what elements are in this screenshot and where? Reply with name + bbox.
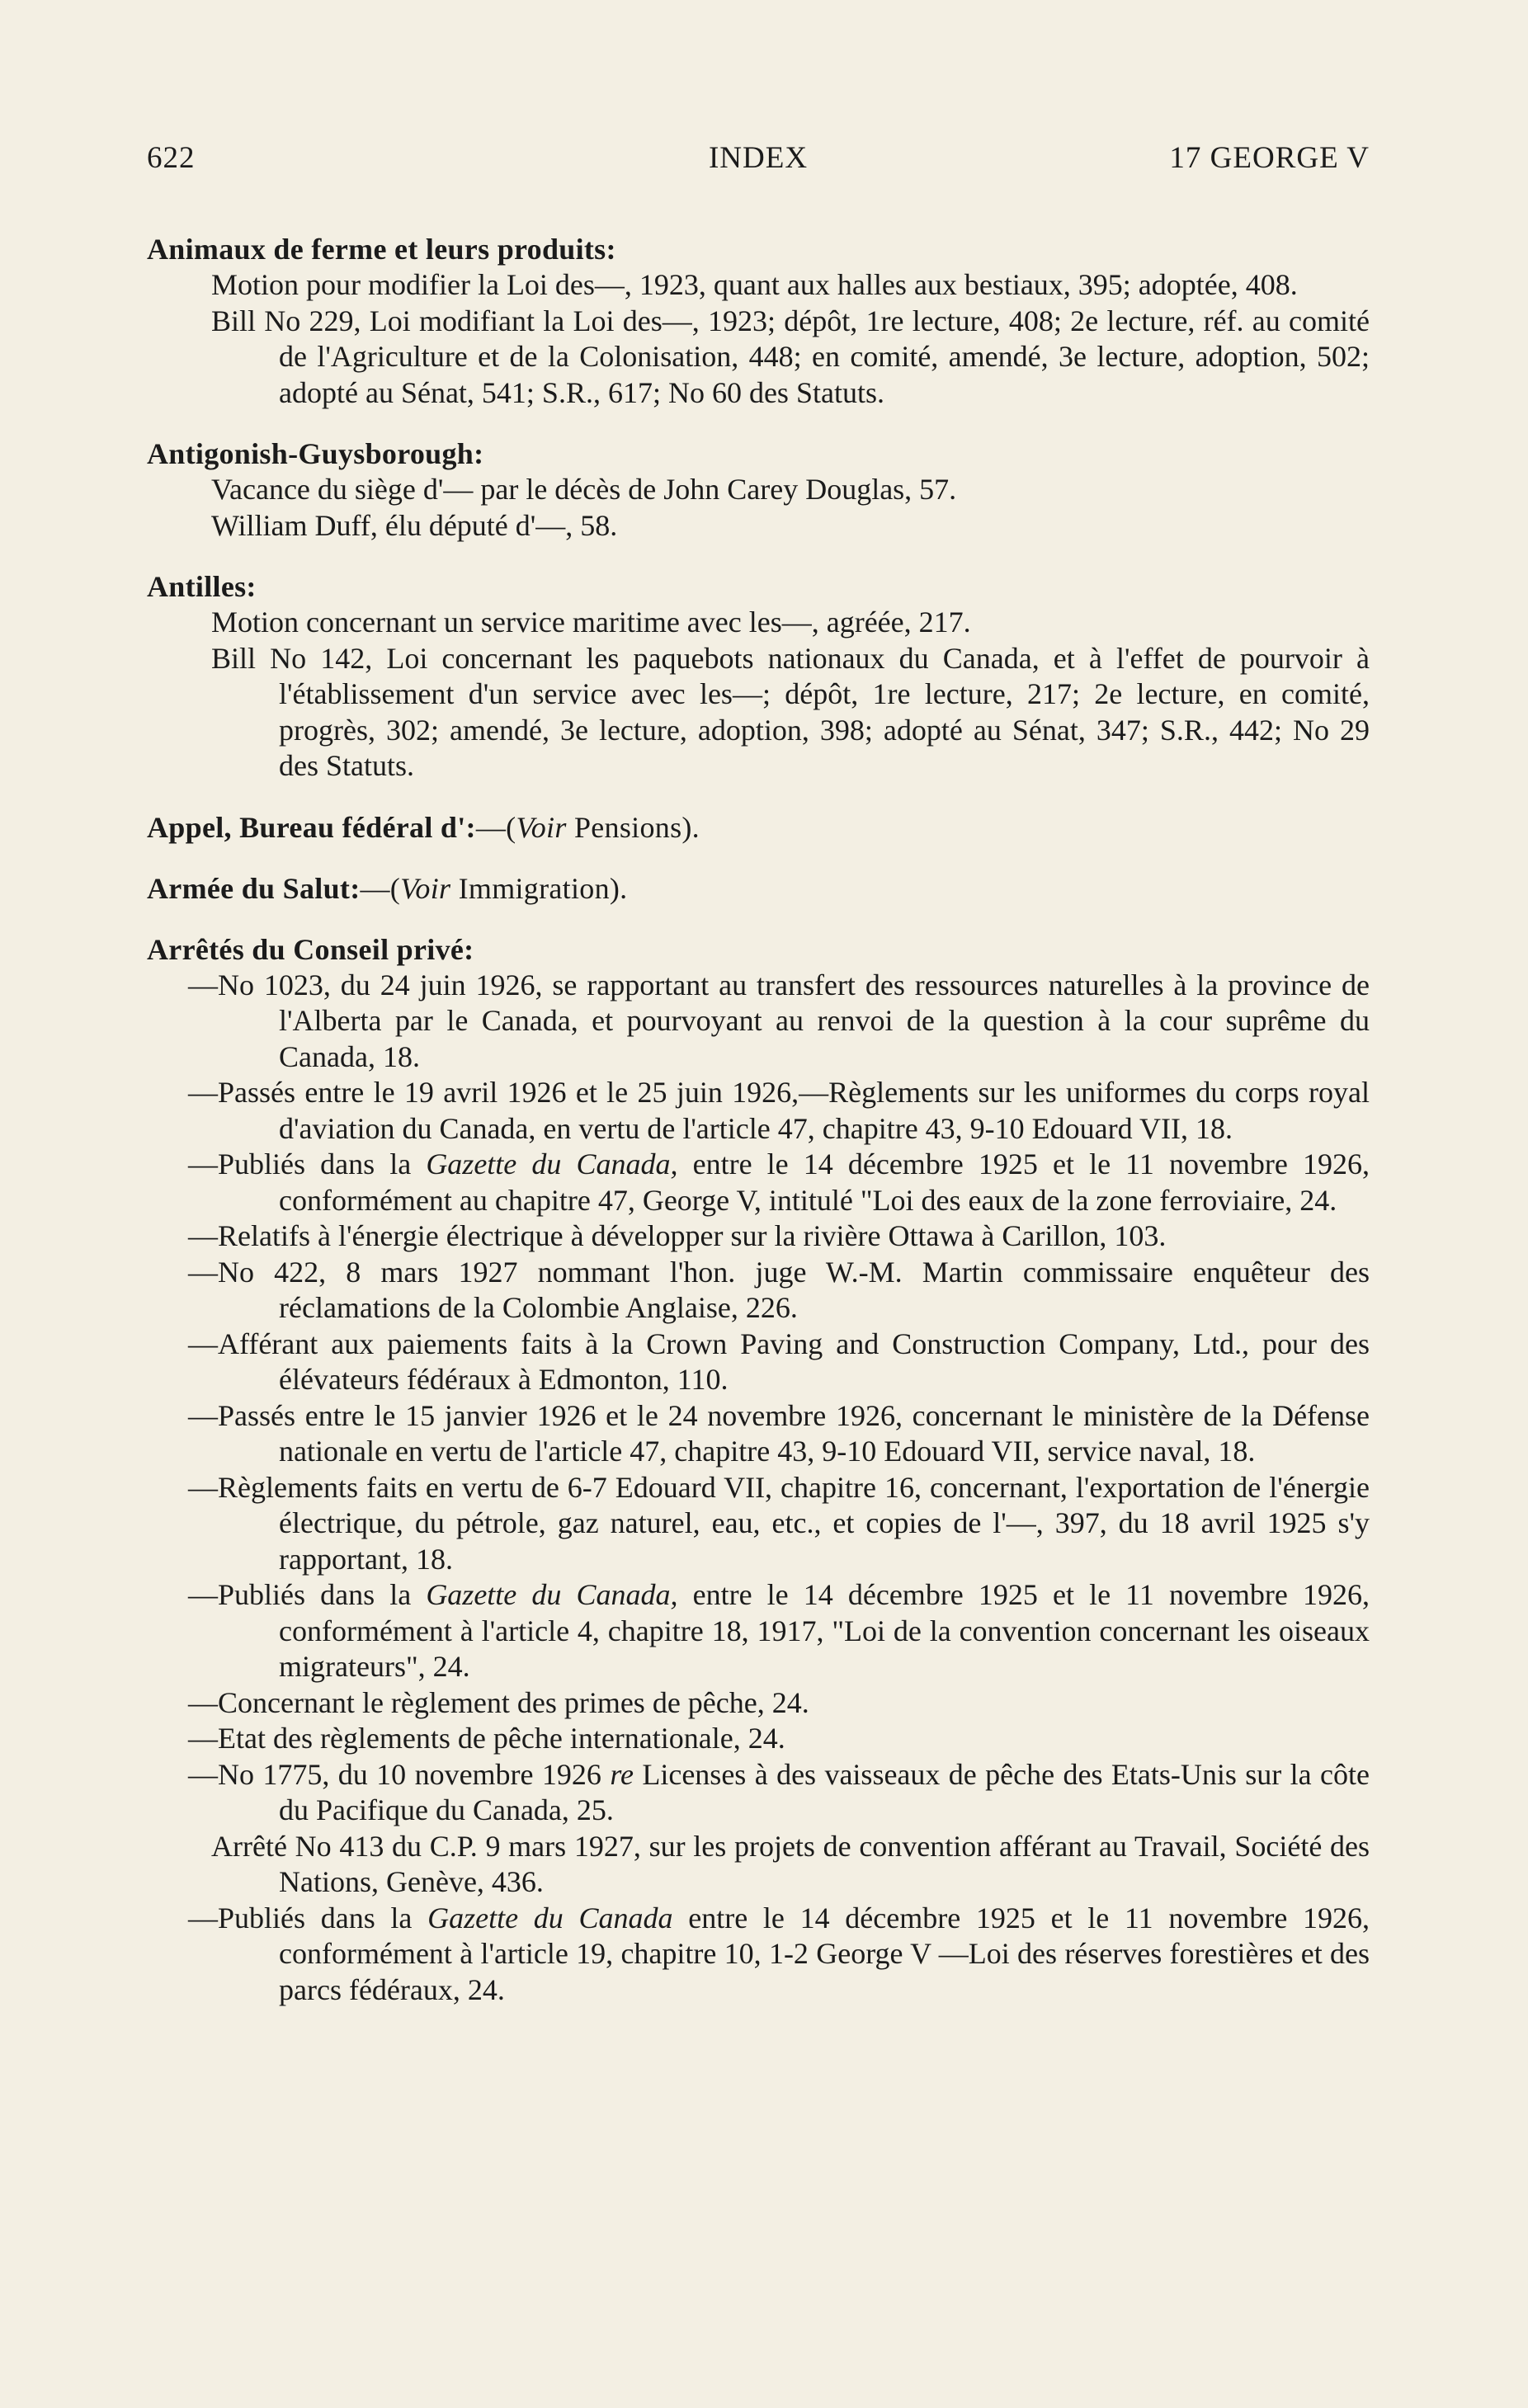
index-entry (147, 931, 1370, 2009)
entry-item: —Passés entre le 15 janvier 1926 et le 24 novembre 1926, concernant le ministère de la Défense nationale en vertu de l'article 47, chapitre 43, 9-10 Edouard VII, service naval, 18. (188, 1398, 1370, 1468)
item-text: —Publiés dans la (188, 1901, 428, 1934)
index-entries (147, 231, 1370, 2008)
index-entry (147, 231, 1370, 411)
entry-item: Vacance du siège d'— par le décès de John Carey Douglas, 57. (211, 473, 957, 506)
item-text: entre le 14 décembre 1925 et le 11 novembre 1926, conformément à l'article 19, chapitre 10, 1-2 George V —Loi des réserves forestières et des parcs fédéraux, 24. (279, 1901, 1370, 2006)
see-word: Voir (400, 871, 451, 905)
index-page (147, 140, 1370, 2033)
index-entry (147, 809, 1370, 846)
regnal-year: 17 GEORGE V (1169, 141, 1370, 175)
see-target: Pensions). (566, 810, 700, 844)
see-target: Immigration). (450, 871, 628, 905)
item-text: Licenses à des vaisseaux de pêche des Etats-Unis sur la côte du Pacifique du Canada, 25. (279, 1757, 1370, 1826)
entry-item: —Relatifs à l'énergie électrique à développer sur la rivière Ottawa à Carillon, 103. (188, 1219, 1167, 1252)
see-prefix: —( (360, 871, 401, 905)
see-prefix: —( (475, 810, 516, 844)
entry-item: —Passés entre le 19 avril 1926 et le 25 juin 1926,—Règlements sur les uniformes du corps royal d'aviation du Canada, en vertu de l'article 47, chapitre 43, 9-10 Edouard VII, 18. (188, 1076, 1370, 1145)
italic-title: Gazette du Canada, (426, 1578, 678, 1611)
entry-heading: Armée du Salut: (147, 871, 361, 905)
running-head (147, 140, 1370, 190)
item-text: entre le 14 décembre 1925 et le 11 novembre 1926, conformément à l'article 4, chapitre 18, 1917, "Loi de la convention concernant les oiseaux migrateurs", 24. (279, 1578, 1370, 1683)
entry-heading: Arrêtés du Conseil privé: (147, 932, 474, 966)
running-title: INDEX (708, 141, 809, 175)
item-text: —Publiés dans la (188, 1578, 427, 1611)
entry-heading-with-reference (147, 809, 1370, 846)
entry-heading: Antigonish-Guysborough: (147, 437, 484, 470)
entry-item: Motion concernant un service maritime avec les—, agréée, 217. (211, 606, 971, 639)
index-entry (147, 568, 1370, 785)
entry-item: —No 422, 8 mars 1927 nommant l'hon. juge W.-M. Martin commissaire enquêteur des réclamations de la Colombie Anglaise, 226. (188, 1255, 1370, 1324)
entry-item: Bill No 142, Loi concernant les paquebots nationaux du Canada, et à l'effet de pourvoir à l'établissement d'un service avec les—; dépôt, 1re lecture, 217; 2e lecture, en comité, progrès, 302; amendé, 3e lecture, adoption, 398; adopté au Sénat, 347; S.R., 442; No 29 des Statuts. (211, 641, 1370, 782)
item-text: —Publiés dans la (188, 1147, 427, 1180)
entry-item: —No 1023, du 24 juin 1926, se rapportant au transfert des ressources naturelles à la province de l'Alberta par le Canada, et pourvoyant au renvoi de la question à la cour suprême du Canada, 18. (188, 968, 1370, 1073)
entry-heading-with-reference (147, 870, 1370, 907)
entry-item: Bill No 229, Loi modifiant la Loi des—, 1923; dépôt, 1re lecture, 408; 2e lecture, réf. au comité de l'Agriculture et de la Colonisation, 448; en comité, amendé, 3e lecture, adoption, 502; adopté au Sénat, 541; S.R., 617; No 60 des Statuts. (211, 304, 1370, 409)
entry-item: William Duff, élu député d'—, 58. (211, 508, 618, 542)
entry-item: Motion pour modifier la Loi des—, 1923, quant aux halles aux bestiaux, 395; adoptée, 408. (211, 268, 1298, 301)
entry-item (147, 1901, 1370, 2009)
see-word: Voir (516, 810, 567, 844)
entry-heading: Antilles: (147, 570, 257, 603)
entry-item: —Concernant le règlement des primes de pêche, 24. (188, 1685, 809, 1719)
entry-item (147, 1577, 1370, 1685)
entry-heading: Animaux de ferme et leurs produits: (147, 233, 616, 266)
entry-item: Arrêté No 413 du C.P. 9 mars 1927, sur les projets de convention afférant au Travail, Société des Nations, Genève, 436. (211, 1829, 1370, 1898)
entry-heading: Appel, Bureau fédéral d': (147, 810, 476, 844)
page-number: 622 (147, 141, 196, 175)
entry-item: —Afférant aux paiements faits à la Crown Paving and Construction Company, Ltd., pour des élévateurs fédéraux à Edmonton, 110. (188, 1327, 1370, 1396)
entry-item (147, 1757, 1370, 1829)
index-entry (147, 436, 1370, 544)
entry-item: —Etat des règlements de pêche internationale, 24. (188, 1722, 785, 1755)
italic-title: Gazette du Canada, (426, 1147, 678, 1180)
italic-title: Gazette du Canada (427, 1901, 673, 1934)
entry-item (147, 1147, 1370, 1218)
index-entry (147, 870, 1370, 907)
item-text: entre le 14 décembre 1925 et le 11 novembre 1926, conformément au chapitre 47, George V, intitulé "Loi des eaux de la zone ferroviaire, 24. (279, 1147, 1370, 1217)
item-text: —No 1775, du 10 novembre 1926 (188, 1757, 611, 1791)
italic-word: re (610, 1757, 634, 1791)
entry-item: —Règlements faits en vertu de 6-7 Edouard VII, chapitre 16, concernant, l'exportation de l'énergie électrique, du pétrole, gaz naturel, eau, etc., et copies de l'—, 397, du 18 avril 1925 s'y rapportant, 18. (188, 1470, 1370, 1576)
